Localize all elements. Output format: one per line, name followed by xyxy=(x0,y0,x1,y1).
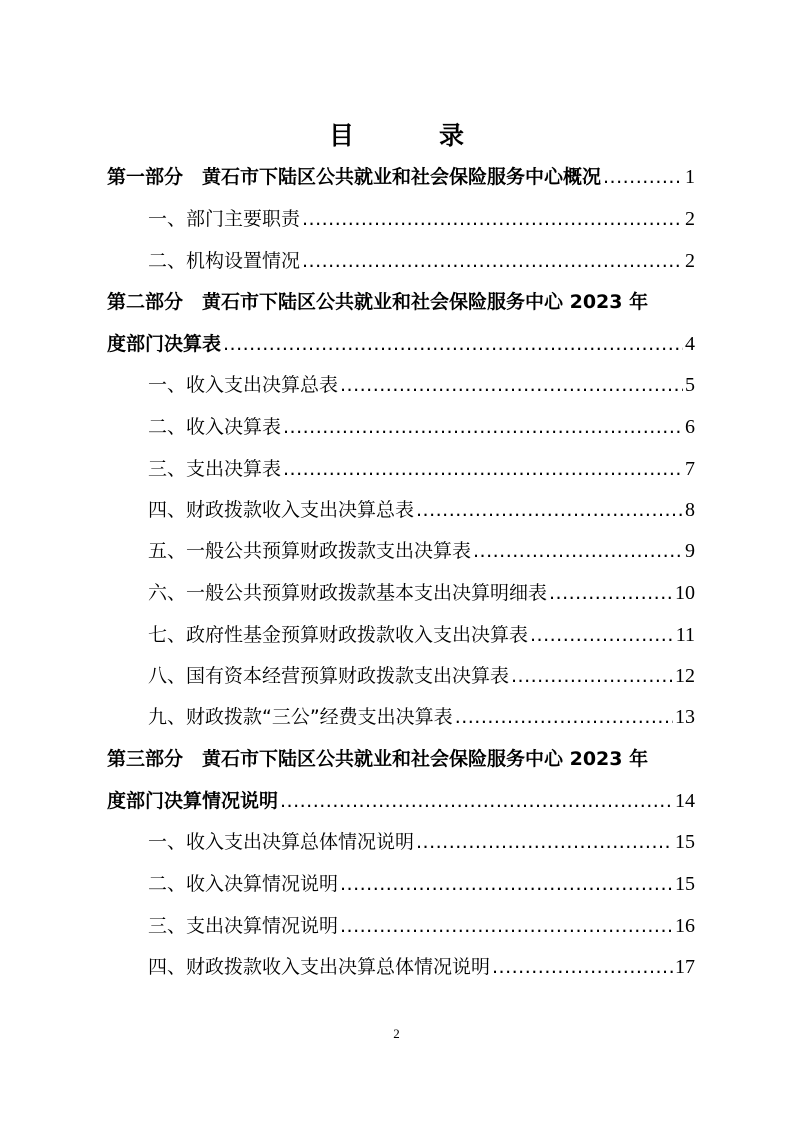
toc-entry-page: 6 xyxy=(685,416,695,438)
toc-entry[interactable] xyxy=(148,207,695,231)
toc-entry[interactable] xyxy=(148,457,695,481)
toc-entry-page: 9 xyxy=(685,540,695,562)
toc-entry-part-3-line-1[interactable] xyxy=(107,747,695,771)
toc-entry-text: 一、部门主要职责 xyxy=(148,208,301,230)
toc-entry[interactable] xyxy=(148,623,695,647)
toc-leader-dots xyxy=(416,830,673,854)
toc-entry-text: 七、政府性基金预算财政拨款收入支出决算表 xyxy=(148,624,529,646)
toc-entry-text: 二、收入决算情况说明 xyxy=(148,873,339,895)
toc-entry-part-2-line-2[interactable] xyxy=(107,332,695,356)
toc-entry-page: 5 xyxy=(685,374,695,396)
toc-leader-dots xyxy=(280,789,673,813)
toc-entry-page: 17 xyxy=(675,956,695,978)
toc-title: 目 录 xyxy=(328,121,494,150)
toc-leader-dots xyxy=(492,955,673,979)
toc-leader-dots xyxy=(416,498,683,522)
toc-entry-text: 四、财政拨款收入支出决算总表 xyxy=(148,499,415,521)
toc-leader-dots xyxy=(549,581,673,605)
toc-leader-dots xyxy=(603,165,683,189)
toc-entry-page: 16 xyxy=(675,915,695,937)
toc-entry-text: 第二部分 黄石市下陆区公共就业和社会保险服务中心 2023 年 xyxy=(107,291,649,313)
toc-leader-dots xyxy=(223,332,683,356)
toc-leader-dots xyxy=(302,207,683,231)
toc-entry-text: 一、收入支出决算总体情况说明 xyxy=(148,831,415,853)
toc-entry[interactable] xyxy=(148,498,695,522)
toc-leader-dots xyxy=(530,623,674,647)
toc-leader-dots xyxy=(302,249,683,273)
toc-leader-dots xyxy=(283,457,683,481)
toc-entry-part-1[interactable] xyxy=(107,165,695,189)
toc-entry[interactable] xyxy=(148,415,695,439)
toc-entry-page: 1 xyxy=(685,166,695,188)
toc-leader-dots xyxy=(340,872,673,896)
toc-entry-text: 三、支出决算情况说明 xyxy=(148,915,339,937)
toc-entry-text: 五、一般公共预算财政拨款支出决算表 xyxy=(148,540,472,562)
toc-entry[interactable] xyxy=(148,955,695,979)
toc-leader-dots xyxy=(283,415,683,439)
toc-entry-text: 二、收入决算表 xyxy=(148,416,282,438)
toc-entry[interactable] xyxy=(148,539,695,563)
page-number: 2 xyxy=(393,1026,400,1041)
toc-entry-page: 2 xyxy=(685,250,695,272)
toc-entry-page: 4 xyxy=(685,333,695,355)
toc-entry-text: 四、财政拨款收入支出决算总体情况说明 xyxy=(148,956,491,978)
toc-entry-part-2-line-1[interactable] xyxy=(107,290,695,314)
toc-entry-text: 八、国有资本经营预算财政拨款支出决算表 xyxy=(148,665,510,687)
toc-entry-page: 11 xyxy=(675,624,695,646)
toc-entry[interactable] xyxy=(148,830,695,854)
toc-entry-text: 度部门决算表 xyxy=(107,333,222,355)
toc-entry-text: 第一部分 黄石市下陆区公共就业和社会保险服务中心概况 xyxy=(107,166,602,188)
toc-entry[interactable] xyxy=(148,872,695,896)
toc-leader-dots xyxy=(473,539,683,563)
toc-entry-page: 13 xyxy=(675,706,695,728)
toc-entry-page: 8 xyxy=(685,499,695,521)
toc-leader-dots xyxy=(455,705,673,729)
toc-entry-text: 一、收入支出决算总表 xyxy=(148,374,339,396)
toc-leader-dots xyxy=(340,373,683,397)
toc-entry-page: 10 xyxy=(675,582,695,604)
toc-entry-part-3-line-2[interactable] xyxy=(107,789,695,813)
toc-entry[interactable] xyxy=(148,249,695,273)
toc-leader-dots xyxy=(340,914,673,938)
toc-entry-page: 2 xyxy=(685,208,695,230)
toc-leader-dots xyxy=(511,664,673,688)
toc-entry[interactable] xyxy=(148,581,695,605)
toc-entry-page: 7 xyxy=(685,458,695,480)
toc-entry[interactable] xyxy=(148,705,695,729)
toc-entry-text: 六、一般公共预算财政拨款基本支出决算明细表 xyxy=(148,582,548,604)
toc-entry-page: 15 xyxy=(675,831,695,853)
toc-entry-text: 三、支出决算表 xyxy=(148,458,282,480)
toc-entry[interactable] xyxy=(148,373,695,397)
toc-entry-page: 15 xyxy=(675,873,695,895)
toc-entry-text: 第三部分 黄石市下陆区公共就业和社会保险服务中心 2023 年 xyxy=(107,748,649,770)
toc-entry-text: 度部门决算情况说明 xyxy=(107,790,279,812)
toc-entry[interactable] xyxy=(148,914,695,938)
toc-entry-text: 二、机构设置情况 xyxy=(148,250,301,272)
toc-entry-text: 九、财政拨款“三公”经费支出决算表 xyxy=(148,706,453,728)
toc-entry-page: 14 xyxy=(675,790,695,812)
toc-entry[interactable] xyxy=(148,664,695,688)
toc-entry-page: 12 xyxy=(675,665,695,687)
